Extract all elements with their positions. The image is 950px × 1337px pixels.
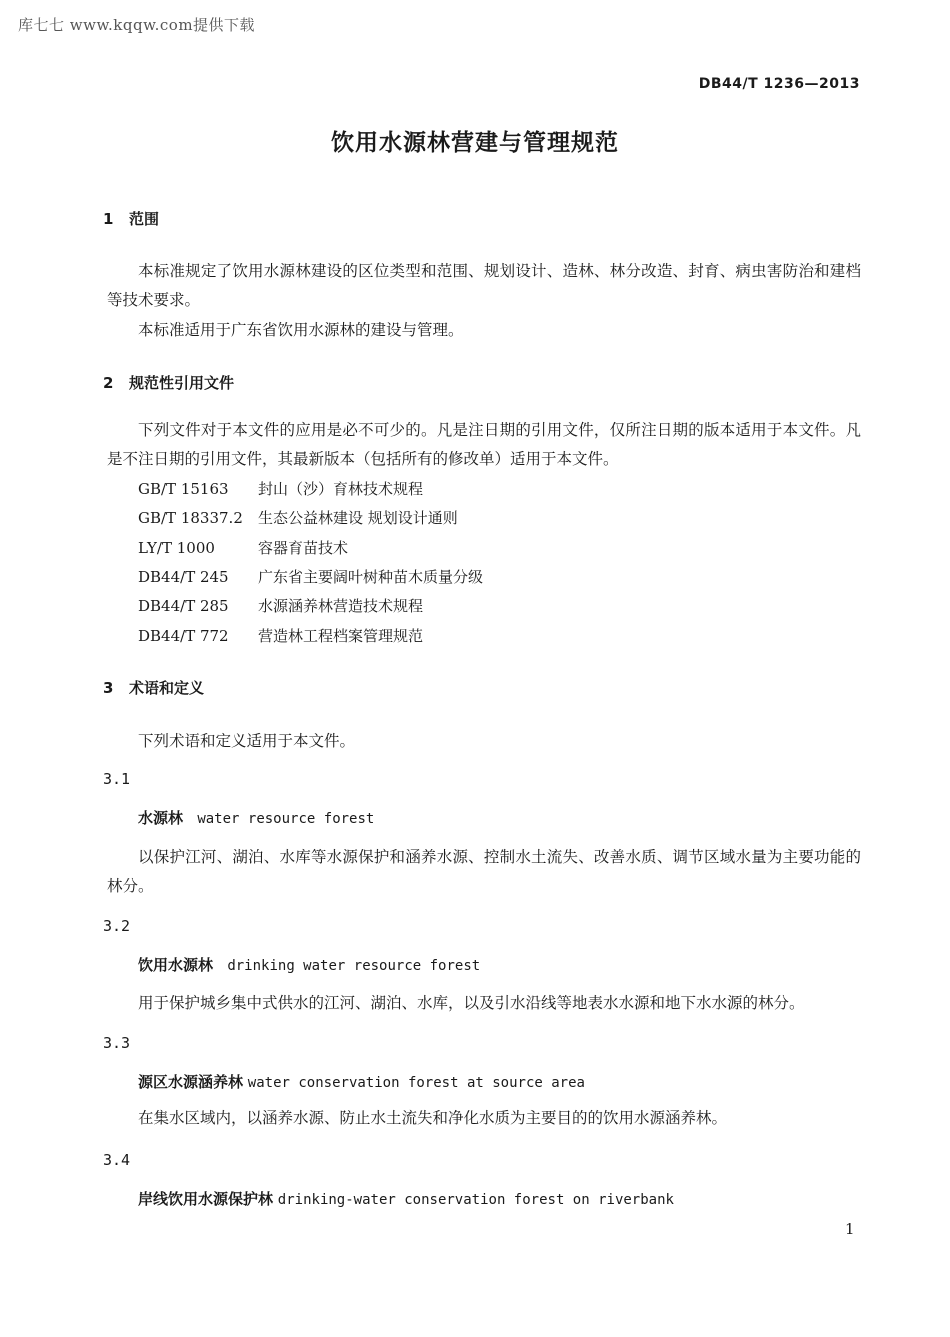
term-number: 3.4: [103, 1151, 131, 1169]
term-english: drinking water resource forest: [227, 958, 481, 974]
reference-title: 营造林工程档案管理规范: [258, 627, 424, 645]
term-english: water resource forest: [197, 811, 375, 827]
reference-code: DB44/T 245: [138, 568, 229, 586]
term-chinese: 源区水源涵养林: [138, 1073, 244, 1091]
reference-title: 封山（沙）育林技术规程: [258, 480, 424, 498]
paragraph: 下列术语和定义适用于本文件。: [138, 732, 356, 750]
reference-code: GB/T 18337.2: [138, 509, 243, 527]
term-number: 3.2: [103, 917, 131, 935]
reference-row: [138, 595, 423, 616]
term-english: drinking-water conservation forest on riverbank: [277, 1192, 674, 1208]
reference-code: LY/T 1000: [138, 539, 215, 557]
term-definition: 在集水区域内，以涵养水源、防止水土流失和净化水质为主要目的的饮用水源涵养林。: [138, 1109, 728, 1127]
section-heading-scope: [103, 208, 159, 229]
term-definition: 用于保护城乡集中式供水的江河、湖泊、水库，以及引水沿线等地表水水源和地下水水源的林分。: [138, 994, 805, 1012]
watermark-text: 库七七 www.kqqw.com提供下载: [18, 16, 256, 34]
paragraph: 本标准适用于广东省饮用水源林的建设与管理。: [138, 321, 464, 339]
term-chinese: 岸线饮用水源保护林: [138, 1190, 274, 1208]
term-number: 3.3: [103, 1034, 131, 1052]
term-entry: [138, 1188, 674, 1209]
section-number: 2: [103, 374, 114, 392]
paragraph: 下列文件对于本文件的应用是必不可少的。凡是注日期的引用文件，仅所注日期的版本适用于本文件。凡是不注日期的引用文件，其最新版本（包括所有的修改单）适用于本文件。: [107, 421, 861, 468]
reference-title: 生态公益林建设 规划设计通则: [258, 509, 458, 527]
section-heading-terms-definitions: [103, 677, 204, 698]
term-chinese: 水源林: [138, 809, 184, 827]
page-title: 饮用水源林营建与管理规范: [331, 130, 619, 156]
reference-code: DB44/T 285: [138, 597, 229, 615]
section-number: 1: [103, 210, 114, 228]
term-english: water conservation forest at source area: [247, 1075, 585, 1091]
reference-code: GB/T 15163: [138, 480, 229, 498]
reference-title: 水源涵养林营造技术规程: [258, 597, 424, 615]
section-title: 范围: [129, 210, 160, 228]
reference-title: 容器育苗技术: [258, 539, 349, 557]
section-number: 3: [103, 679, 114, 697]
section-heading-normative-references: [103, 372, 234, 393]
reference-row: [138, 566, 483, 587]
reference-row: [138, 478, 423, 499]
reference-code: DB44/T 772: [138, 627, 229, 645]
section-title: 术语和定义: [129, 679, 205, 697]
term-definition: 以保护江河、湖泊、水库等水源保护和涵养水源、控制水土流失、改善水质、调节区域水量为主要功能的林分。: [107, 848, 861, 895]
reference-row: [138, 537, 348, 558]
standard-code: DB44/T 1236—2013: [698, 76, 860, 92]
reference-row: [138, 625, 423, 646]
term-entry: [138, 954, 480, 975]
term-entry: [138, 807, 374, 828]
term-number: 3.1: [103, 770, 131, 788]
term-entry: [138, 1071, 585, 1092]
reference-row: [138, 507, 458, 528]
reference-title: 广东省主要阔叶树种苗木质量分级: [258, 568, 484, 586]
paragraph: 本标准规定了饮用水源林建设的区位类型和范围、规划设计、造林、林分改造、封育、病虫害防治和建档等技术要求。: [107, 262, 861, 309]
term-chinese: 饮用水源林: [138, 956, 214, 974]
section-title: 规范性引用文件: [129, 374, 235, 392]
page-number: 1: [845, 1220, 855, 1238]
